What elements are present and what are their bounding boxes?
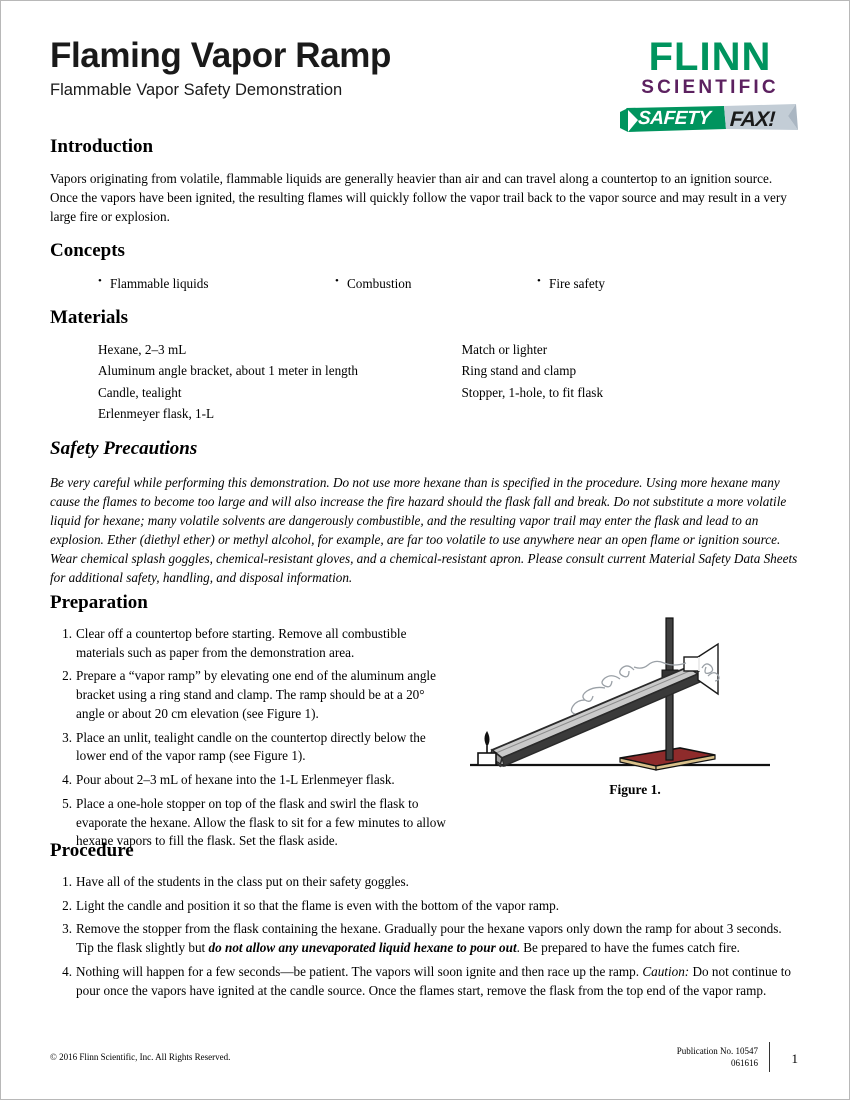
erlenmeyer-flask-neck [684, 657, 699, 671]
step-text: Place a one-hole stopper on top of the flask and swirl the flask to evaporate the hexane. Allow the flask to sit for a few minutes to allow hexane vapors to fill the flask. Set the flask aside. [76, 795, 446, 849]
page-subtitle: Flammable Vapor Safety Demonstration [50, 81, 343, 99]
banner-safety-text: SAFETY [637, 108, 712, 129]
preparation-step [50, 771, 450, 790]
step-number: 4. [62, 963, 72, 979]
procedure-section [50, 840, 800, 1005]
procedure-heading: Procedure [50, 840, 134, 861]
materials-section [50, 307, 800, 425]
page-footer [50, 1045, 800, 1085]
step-text-tail: . Be prepared to have the fumes catch fire. [516, 940, 740, 956]
page-number: 1 [791, 1051, 798, 1066]
procedure-step [50, 897, 800, 916]
material-item: Stopper, 1-hole, to fit flask [461, 384, 604, 400]
step-text: Place an unlit, tealight candle on the countertop directly below the lower end of the vapor ramp (see Figure 1). [76, 729, 426, 764]
material-item: Candle, tealight [98, 384, 182, 400]
material-item: Aluminum angle bracket, about 1 meter in length [98, 363, 359, 379]
materials-column-left [98, 339, 461, 425]
materials-heading: Materials [50, 307, 129, 328]
banner-fax-text: FAX! [729, 108, 776, 131]
materials-list [50, 339, 800, 425]
step-number: 4. [62, 772, 72, 788]
vapor-trail [634, 661, 686, 668]
step-text: Prepare a “vapor ramp” by elevating one end of the aluminum angle bracket using a ring stand and clamp. The ramp should be at a 20° angle or about 20 cm elevation (see Figure 1). [76, 668, 436, 721]
step-text-tail: Do not continue to pour once the vapors have ignited at the candle source. Once the flames start, remove the flask from the top end of the vapor ramp. [76, 963, 792, 998]
vapor-swirl-icon [620, 666, 634, 677]
introduction-heading: Introduction [50, 136, 154, 157]
candle-flame-icon [485, 732, 489, 746]
publication-date: 061616 [731, 1058, 758, 1069]
step-number: 1. [62, 874, 72, 889]
tealight-candle [478, 753, 496, 765]
step-number: 1. [62, 626, 72, 641]
material-item: Ring stand and clamp [461, 363, 577, 379]
concepts-heading: Concepts [50, 240, 125, 261]
step-caution-label: Caution: [642, 963, 690, 979]
publication-number: Publication No. 10547 [676, 1046, 758, 1056]
step-text: Light the candle and position it so that the flame is even with the bottom of the vapor ramp. [76, 897, 560, 913]
procedure-step [50, 873, 800, 892]
procedure-step [50, 963, 800, 1000]
step-number: 3. [62, 729, 72, 745]
preparation-steps [50, 625, 450, 851]
step-emphasis: do not allow any unevaporated liquid hexane to pour out [208, 940, 517, 956]
preparation-step [50, 625, 450, 662]
figure-1 [470, 610, 800, 810]
safety-fax-banner [620, 104, 800, 134]
step-text: Clear off a countertop before starting. Remove all combustible materials such as paper from the demonstration area. [76, 626, 407, 660]
page-title: Flaming Vapor Ramp [50, 36, 391, 75]
vapor-swirl-icon [602, 676, 620, 687]
safety-precautions-body: Be very careful while performing this demonstration. Do not use more hexane than is specified in the procedure. Using more hexane many cause the flames to become too large and will also increase the fire hazard should the flask fall and break. Do not substitute a more volatile liquid for hexane; many volatile solvents are dangerously combustible, and the resulting vapor trail may enter the flask and lead to an explosion. Ether (diethyl ether) or methyl alcohol, for example, are far too volatile to use anywhere near an open flame or ignition source. Wear chemical splash goggles, chemical-resistant gloves, and a chemical-resistant apron. Please consult current Material Safety Data Sheets for additional safety, handling, and disposal information. [50, 475, 798, 585]
preparation-step [50, 729, 450, 766]
material-item: Hexane, 2–3 mL [98, 342, 187, 357]
material-item: Match or lighter [461, 342, 548, 357]
vapor-ramp-illustration [470, 610, 800, 780]
materials-column-right [461, 339, 800, 425]
erlenmeyer-flask-body [698, 644, 718, 694]
step-number: 2. [62, 897, 72, 913]
copyright-text: © 2016 Flinn Scientific, Inc. All Rights Reserved. [50, 1052, 231, 1062]
step-number: 5. [62, 795, 72, 811]
flinn-logo [620, 35, 800, 134]
vapor-swirl-icon [583, 687, 605, 701]
ramp-crease-line [496, 670, 692, 753]
step-text: Have all of the students in the class put on their safety goggles. [76, 874, 409, 889]
step-number: 2. [62, 668, 72, 684]
introduction-section [50, 136, 800, 226]
footer-divider [769, 1042, 770, 1072]
preparation-heading: Preparation [50, 592, 148, 613]
step-text: Remove the stopper from the flask containing the hexane. Gradually pour the hexane vapors only down the ramp for about 3 seconds. Tip the flask slightly but [76, 921, 782, 956]
preparation-step [50, 667, 450, 723]
safety-precautions-heading: Safety Precautions [50, 438, 198, 459]
step-text: Pour about 2–3 mL of hexane into the 1-L Erlenmeyer flask. [76, 772, 395, 788]
material-item: Erlenmeyer flask, 1-L [98, 406, 215, 422]
concepts-section [50, 240, 800, 292]
logo-brand-subtext: SCIENTIFIC [641, 77, 779, 98]
concept-item: • Flammable liquids [98, 276, 335, 292]
procedure-step [50, 920, 800, 957]
concepts-list [50, 276, 800, 292]
concept-item: • Fire safety [537, 276, 605, 292]
procedure-steps [50, 873, 800, 1000]
safety-precautions-section [50, 438, 800, 587]
step-number: 3. [62, 921, 72, 937]
introduction-body: Vapors originating from volatile, flammable liquids are generally heavier than air and can travel along a countertop to an ignition source. Once the vapors have been ignited, the resulting flames will quickly follow the vapor trail back to the vapor source and may result in a very large fire or explosion. [50, 171, 787, 224]
publication-info [677, 1045, 758, 1069]
logo-brand-text: FLINN [648, 35, 772, 79]
figure-caption: Figure 1. [609, 782, 661, 797]
step-text: Nothing will happen for a few seconds—be patient. The vapors will soon ignite and then race up the ramp. [76, 963, 643, 979]
concept-item: • Combustion [335, 276, 537, 292]
